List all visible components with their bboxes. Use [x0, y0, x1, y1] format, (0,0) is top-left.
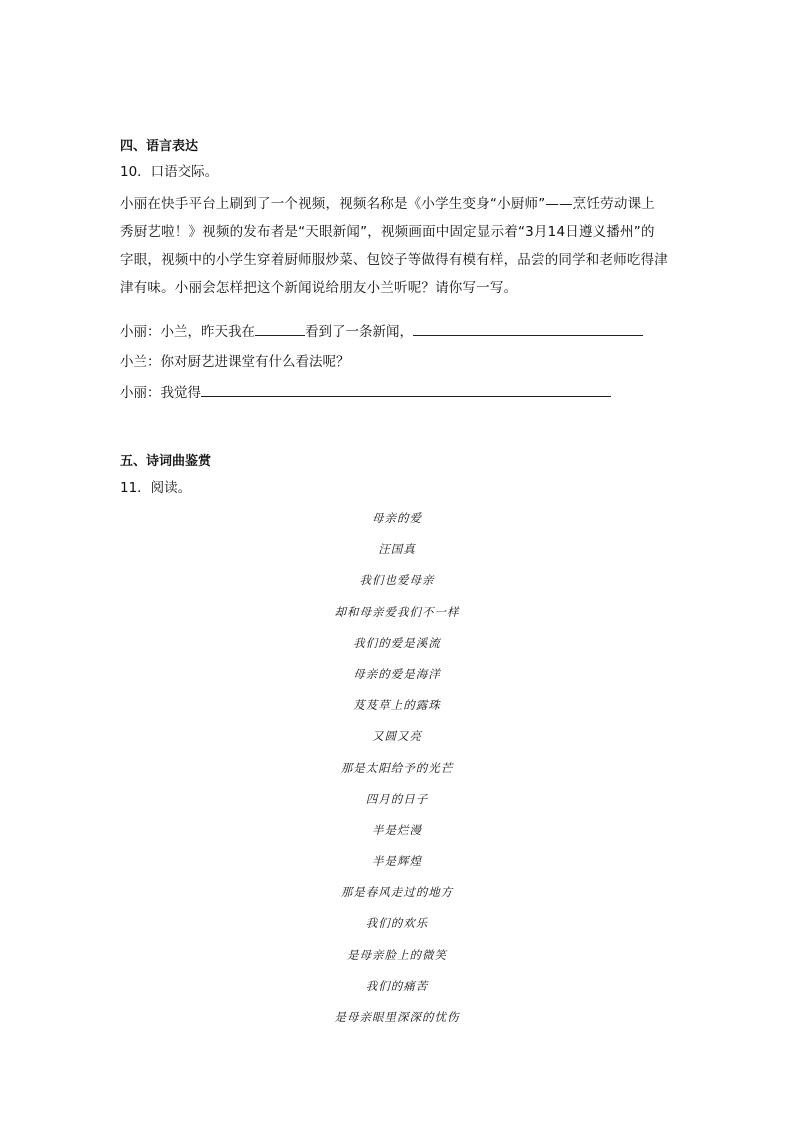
question-11-title: 11．阅读。 — [120, 480, 192, 496]
section-4-heading: 四、语言表达 — [120, 139, 199, 154]
paragraph-line: 字眼，视频中的小学生穿着厨师服炒菜、包饺子等做得有模有样，品尝的同学和老师吃得津 — [120, 252, 668, 268]
paragraph-line: 小丽在快手平台上刷到了一个视频，视频名称是《小学生变身“小厨师”——烹饪劳动课上 — [120, 196, 655, 212]
poem-line: 那是太阳给予的光芒 — [340, 760, 454, 775]
answer-blank-news[interactable] — [413, 322, 643, 336]
answer-blank-opinion[interactable] — [201, 383, 611, 397]
section-5-heading: 五、诗词曲鉴赏 — [120, 454, 212, 469]
question-10-title: 10．口语交际。 — [120, 164, 219, 180]
poem-line: 四月的日子 — [365, 791, 429, 806]
poem-line: 却和母亲爱我们不一样 — [334, 604, 460, 619]
poem-line: 我们的痛苦 — [365, 978, 429, 993]
dialogue-line-3 — [120, 383, 680, 403]
poem-line: 半是辉煌 — [372, 854, 422, 869]
poem-line: 我们也爱母亲 — [359, 573, 435, 588]
poem-title: 母亲的爱 — [372, 511, 422, 525]
paragraph-line: 津有味。小丽会怎样把这个新闻说给朋友小兰听呢？请你写一写。 — [120, 280, 518, 296]
poem-line: 芨芨草上的露珠 — [353, 698, 441, 713]
poem-line: 是母亲脸上的微笑 — [347, 947, 447, 962]
poem-line: 那是春风走过的地方 — [340, 885, 454, 900]
paragraph-line: 秀厨艺啦！》视频的发布者是“天眼新闻”，视频画面中固定显示着“3月14日遵义播州”的 — [120, 224, 655, 240]
dialogue-line-1 — [120, 322, 680, 342]
dialogue-1-text-a: 小丽：小兰，昨天我在 — [120, 324, 255, 340]
poem-author: 汪国真 — [378, 542, 416, 557]
dialogue-1-text-b: 看到了一条新闻， — [305, 324, 413, 340]
dialogue-3-text: 小丽：我觉得 — [120, 385, 201, 401]
poem-line: 半是烂漫 — [372, 822, 422, 837]
poem-line: 是母亲眼里深深的忧伤 — [334, 1010, 460, 1024]
poem-line: 我们的欢乐 — [365, 916, 429, 931]
question-10-paragraph — [120, 190, 680, 302]
poem-line: 我们的爱是溪流 — [353, 635, 441, 650]
poem — [0, 508, 794, 1038]
poem-line: 又圆又亮 — [372, 729, 422, 744]
poem-line: 母亲的爱是海洋 — [353, 666, 441, 681]
dialogue-line-2: 小兰：你对厨艺进课堂有什么看法呢？ — [120, 354, 350, 370]
answer-blank-platform[interactable] — [255, 322, 305, 336]
